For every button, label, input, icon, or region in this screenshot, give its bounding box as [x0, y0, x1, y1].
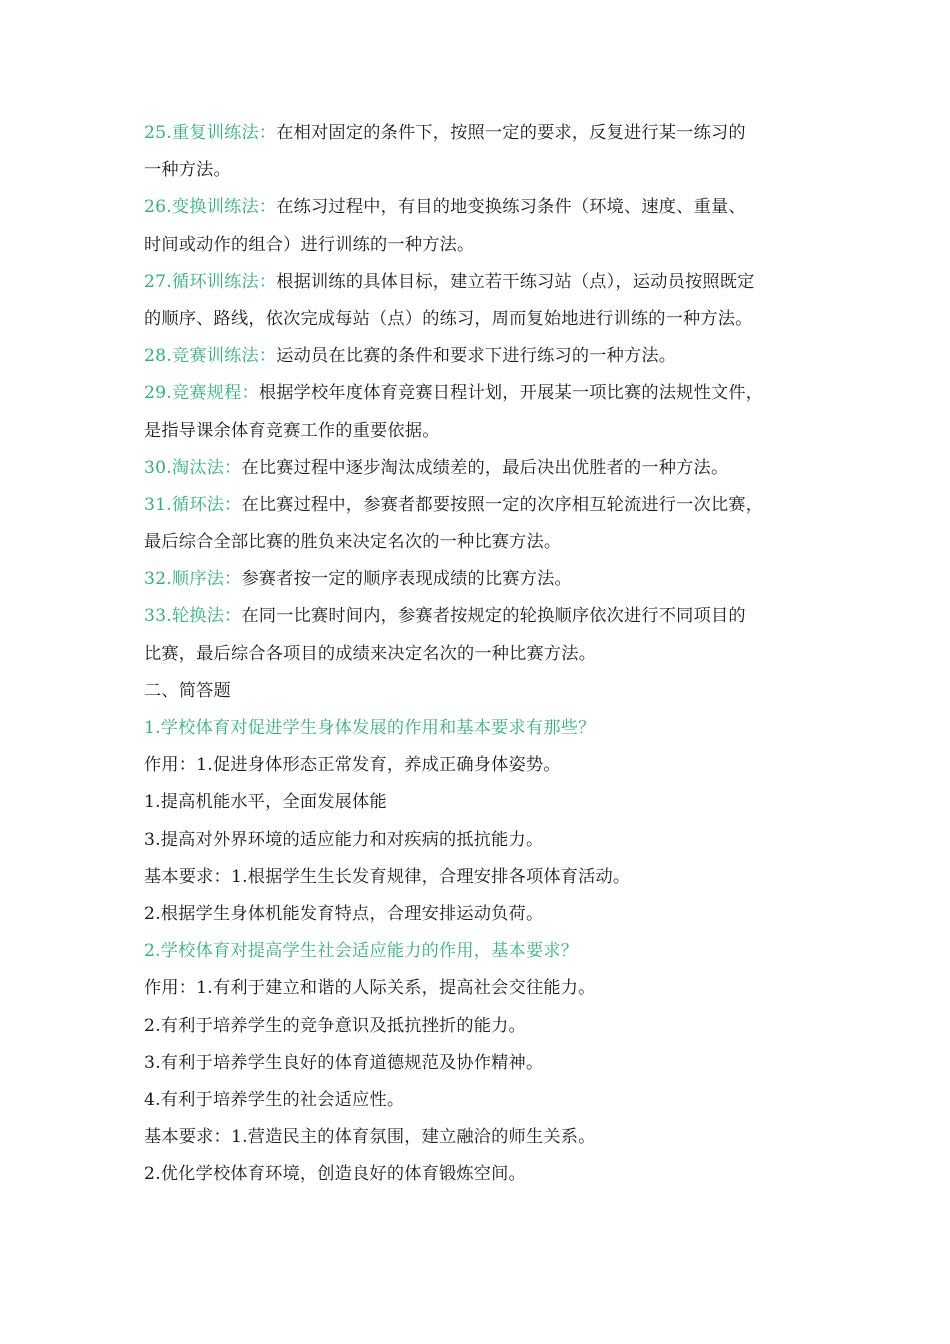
question-1: 1.学校体育对促进学生身体发展的作用和基本要求有那些？ [144, 718, 596, 738]
answer-line: 2.根据学生身体机能发育特点，合理安排运动负荷。 [144, 903, 544, 924]
term-first-line [144, 450, 808, 487]
term-text: 在比赛过程中逐步淘汰成绩差的，最后决出优胜者的一种方法。 [241, 457, 729, 478]
term-t32 [144, 561, 808, 598]
term-label: 28.竞赛训练法： [144, 346, 277, 367]
term-first-line [144, 598, 808, 635]
term-t26 [144, 189, 808, 263]
term-label: 31.循环法： [144, 494, 242, 515]
term-label: 29.竞赛规程： [144, 383, 259, 404]
term-t25 [144, 115, 808, 189]
document-page [144, 115, 808, 1193]
answer-line: 作用：1.促进身体形态正常发育，养成正确身体姿势。 [144, 755, 561, 776]
term-t33 [144, 598, 808, 672]
answer-line: 基本要求：1.根据学生生长发育规律，合理安排各项体育活动。 [144, 866, 631, 887]
answer-list-2 [144, 970, 808, 1193]
term-continuation-line [144, 301, 808, 338]
term-text: 的顺序、路线，依次完成每站（点）的练习，周而复始地进行训练的一种方法。 [144, 308, 753, 329]
answer-list-1 [144, 747, 808, 933]
term-text: 在比赛过程中，参赛者都要按照一定的次序相互轮流进行一次比赛， [241, 494, 764, 515]
term-label: 25.重复训练法： [144, 123, 277, 143]
answer-line: 3.有利于培养学生良好的体育道德规范及协作精神。 [144, 1052, 544, 1073]
term-definitions [144, 115, 808, 673]
term-text: 在练习过程中，有目的地变换练习条件（环境、速度、重量、 [276, 197, 746, 218]
term-first-line [144, 375, 808, 412]
term-first-line [144, 487, 808, 524]
term-first-line [144, 264, 808, 301]
answer-line: 4.有利于培养学生的社会适应性。 [144, 1089, 405, 1110]
term-t30 [144, 450, 808, 487]
answer-line: 2.有利于培养学生的竞争意识及抵抗挫折的能力。 [144, 1015, 526, 1036]
term-label: 27.循环训练法： [144, 271, 277, 292]
term-label: 30.淘汰法： [144, 457, 242, 478]
term-first-line [144, 561, 808, 598]
term-continuation-line [144, 636, 808, 673]
question-block-1 [144, 710, 808, 933]
term-text: 根据学校年度体育竞赛日程计划，开展某一项比赛的法规性文件， [258, 383, 764, 404]
term-text: 一种方法。 [144, 160, 231, 181]
term-first-line [144, 338, 808, 375]
term-t27 [144, 264, 808, 338]
term-first-line [144, 189, 808, 226]
term-text: 根据训练的具体目标，建立若干练习站（点），运动员按照既定 [276, 271, 755, 292]
term-label: 32.顺序法： [144, 569, 242, 590]
term-text: 在同一比赛时间内，参赛者按规定的轮换顺序依次进行不同项目的 [241, 606, 746, 627]
answer-line: 1.提高机能水平，全面发展体能 [144, 792, 387, 813]
term-text: 最后综合全部比赛的胜负来决定名次的一种比赛方法。 [144, 532, 562, 553]
term-continuation-line [144, 524, 808, 561]
term-text: 在相对固定的条件下，按照一定的要求，反复进行某一练习的 [276, 123, 746, 143]
question-2: 2.学校体育对提高学生社会适应能力的作用，基本要求？ [144, 941, 579, 962]
term-first-line [144, 115, 808, 152]
term-t31 [144, 487, 808, 561]
term-text: 运动员在比赛的条件和要求下进行练习的一种方法。 [276, 346, 677, 367]
section-title: 二、简答题 [144, 680, 231, 701]
term-text: 时间或动作的组合）进行训练的一种方法。 [144, 234, 475, 255]
term-continuation-line [144, 227, 808, 264]
answer-line: 3.提高对外界环境的适应能力和对疾病的抵抗能力。 [144, 829, 544, 850]
term-text: 是指导课余体育竞赛工作的重要依据。 [144, 420, 440, 441]
answer-line: 作用：1.有利于建立和谐的人际关系，提高社会交往能力。 [144, 978, 596, 999]
question-block-2 [144, 933, 808, 1193]
term-continuation-line [144, 413, 808, 450]
term-label: 33.轮换法： [144, 606, 242, 627]
term-t28 [144, 338, 808, 375]
answer-line: 2.优化学校体育环境，创造良好的体育锻炼空间。 [144, 1164, 526, 1185]
term-continuation-line [144, 152, 808, 189]
term-label: 26.变换训练法： [144, 197, 277, 218]
term-t29 [144, 375, 808, 449]
term-text: 参赛者按一定的顺序表现成绩的比赛方法。 [241, 569, 572, 590]
term-text: 比赛，最后综合各项目的成绩来决定名次的一种比赛方法。 [144, 643, 597, 664]
answer-line: 基本要求：1.营造民主的体育氛围，建立融洽的师生关系。 [144, 1127, 596, 1148]
